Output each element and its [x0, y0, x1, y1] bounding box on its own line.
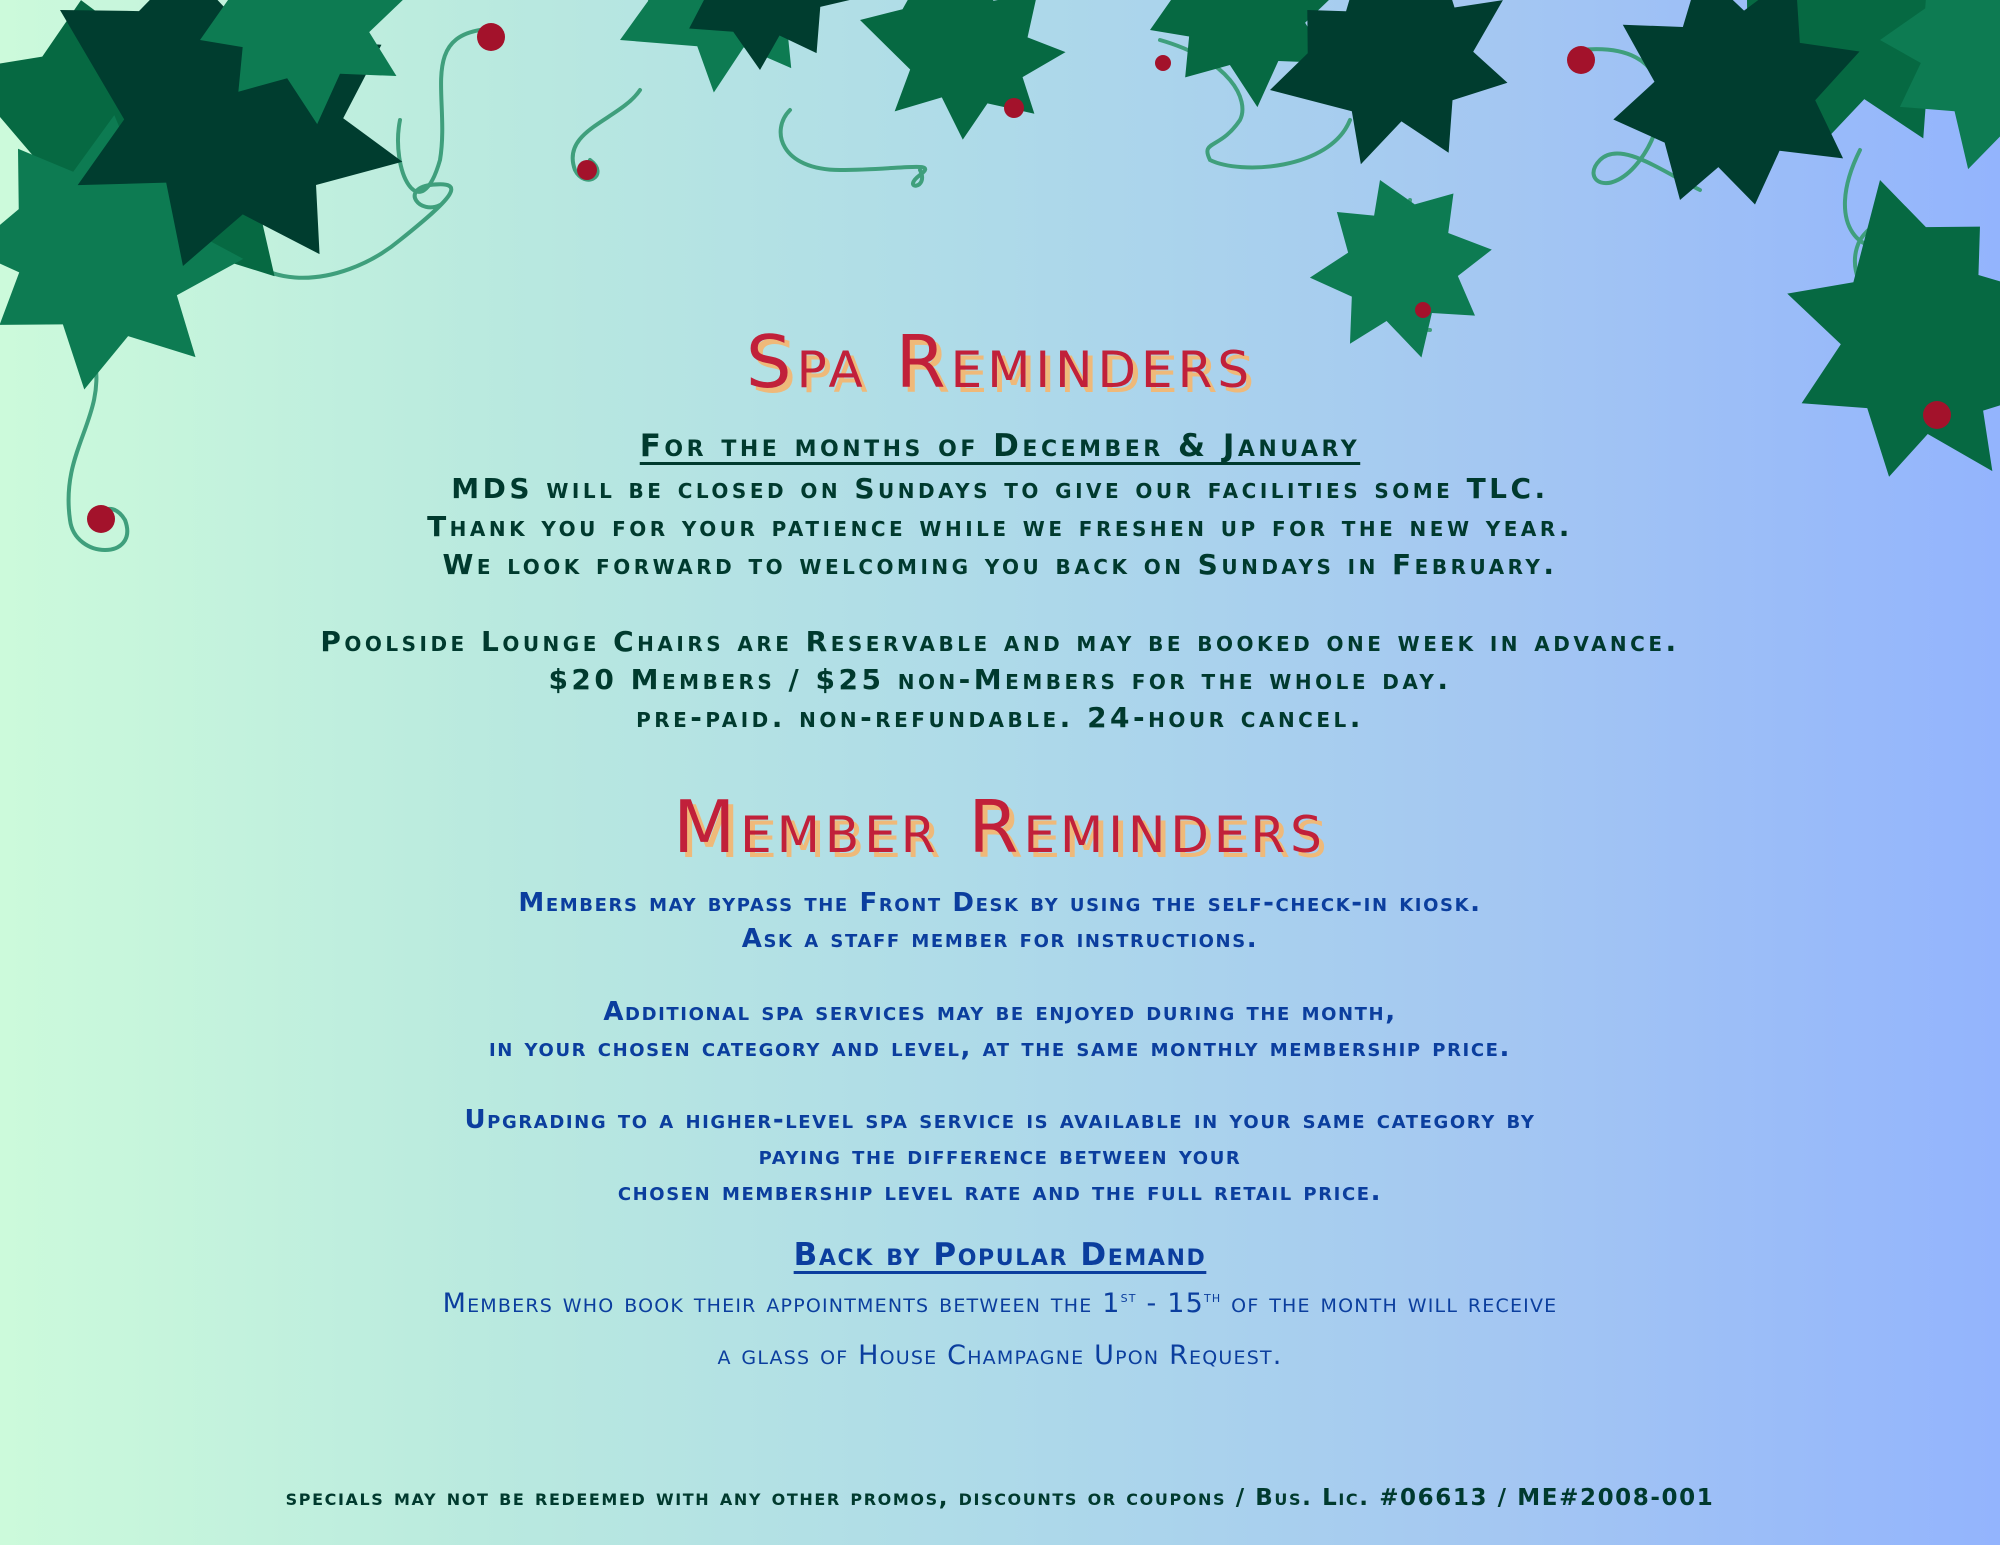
member-reminders-title: Member Reminders	[673, 785, 1327, 869]
chairs-line-3: pre-paid. non-refundable. 24-hour cancel.	[636, 701, 1364, 734]
kiosk-line-2: Ask a staff member for instructions.	[741, 924, 1259, 954]
services-line-1: Additional spa services may be enjoyed during the month,	[603, 997, 1397, 1027]
services-line-2: in your chosen category and level, at the same monthly membership price.	[488, 1033, 1512, 1063]
upgrade-line-2: paying the difference between your	[758, 1141, 1242, 1171]
closure-line-1: MDS will be closed on Sundays to give our facilities some TLC.	[451, 472, 1549, 505]
chairs-line-2: $20 Members / $25 non-Members for the whole day.	[548, 663, 1452, 696]
footer-disclaimer: specials may not be redeemed with any other promos, discounts or coupons / Bus. Lic. #06613 / ME#2008-001	[285, 1485, 1715, 1511]
spa-months-subtitle: For the months of December & January	[639, 428, 1361, 464]
popular-line-1: Members who book their appointments between the 1st - 15th of the month will receive	[442, 1288, 1558, 1319]
popular-demand-title: Back by Popular Demand	[793, 1237, 1207, 1273]
popular-line-2: a glass of House Champagne Upon Request.	[717, 1340, 1283, 1371]
upgrade-line-1: Upgrading to a higher-level spa service is available in your same category by	[464, 1105, 1536, 1135]
closure-line-3: We look forward to welcoming you back on Sundays in February.	[442, 548, 1558, 581]
kiosk-line-1: Members may bypass the Front Desk by using the self-check-in kiosk.	[518, 888, 1482, 918]
closure-line-2: Thank you for your patience while we freshen up for the new year.	[427, 510, 1573, 543]
spa-reminders-title: Spa Reminders	[745, 320, 1255, 404]
chairs-line-1: Poolside Lounge Chairs are Reservable and may be booked one week in advance.	[320, 625, 1680, 658]
upgrade-line-3: chosen membership level rate and the full retail price.	[617, 1177, 1383, 1207]
